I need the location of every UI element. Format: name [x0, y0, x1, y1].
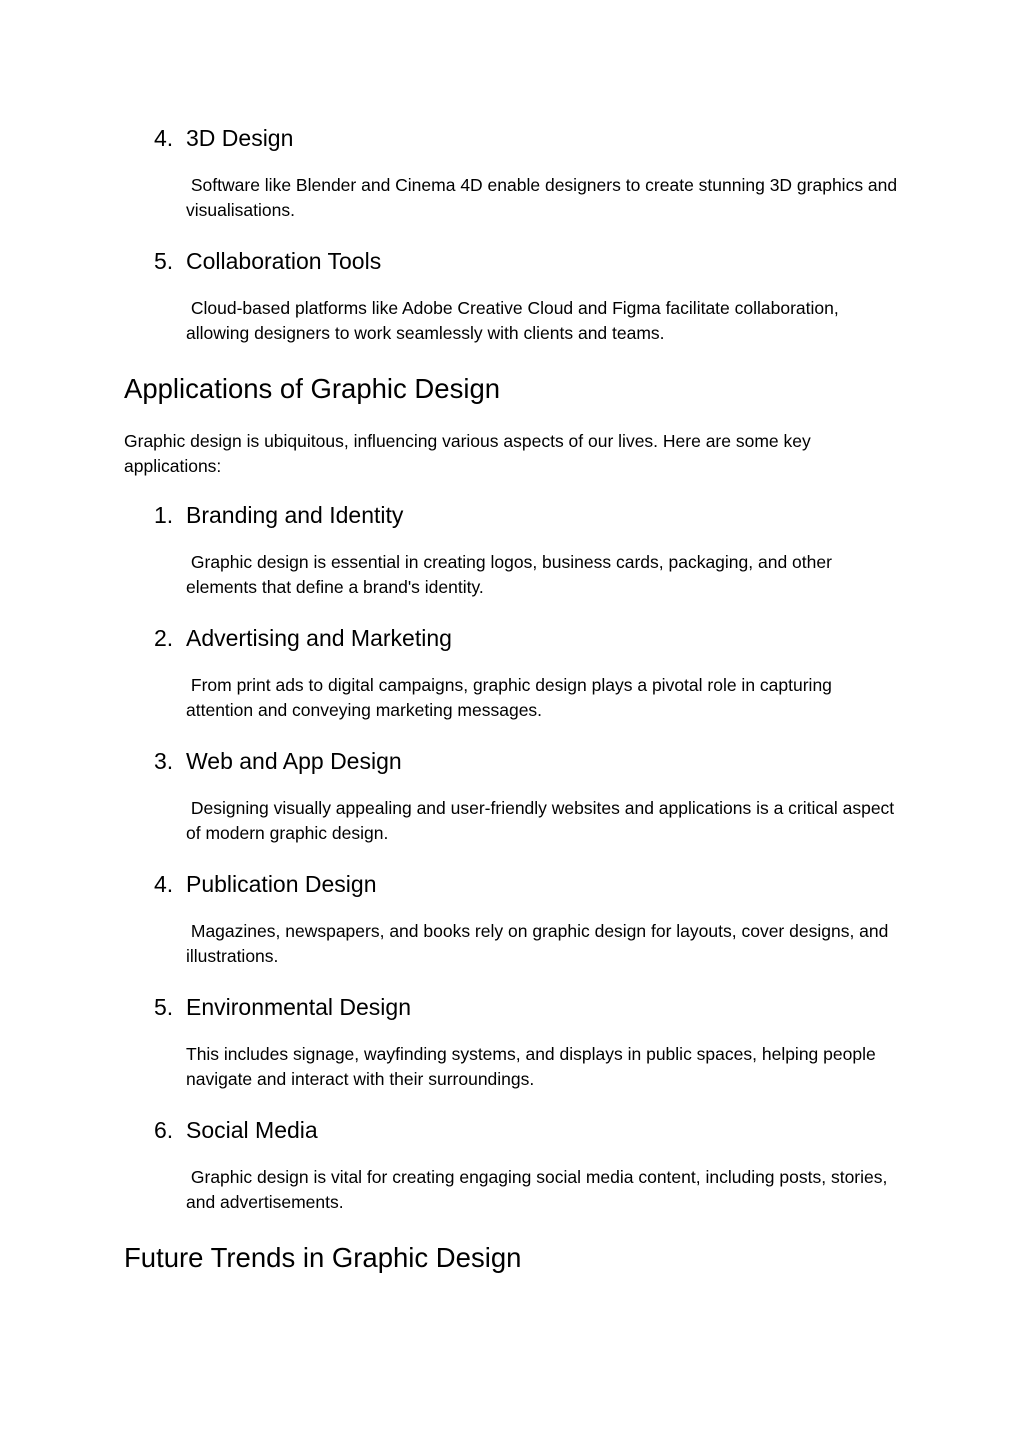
list-item-description: This includes signage, wayfinding systems, and displays in public spaces, helping people navigate and interact with their surroundings.: [186, 1044, 881, 1089]
list-item-number: 3.: [154, 748, 174, 774]
list-item-description: Designing visually appealing and user-friendly websites and applications is a critical aspect of modern graphic design.: [186, 798, 900, 843]
list-item-number: 5.: [154, 248, 174, 274]
list-item-number: 6.: [154, 1117, 174, 1143]
section-heading-future-trends: Future Trends in Graphic Design: [124, 1242, 522, 1273]
applications-intro-paragraph: Graphic design is ubiquitous, influencing various aspects of our lives. Here are some key applications:: [124, 431, 811, 476]
list-item-title: Advertising and Marketing: [186, 625, 452, 651]
list-item-title: Collaboration Tools: [186, 248, 382, 274]
list-item-title: Branding and Identity: [186, 502, 404, 528]
list-item-title: Environmental Design: [186, 994, 412, 1020]
list-item-number: 1.: [154, 502, 174, 528]
list-item-description: From print ads to digital campaigns, graphic design plays a pivotal role in capturing attention and conveying marketing messages.: [186, 675, 837, 720]
list-item-title: Social Media: [186, 1117, 318, 1143]
list-item-number: 4.: [154, 125, 174, 151]
list-item-number: 5.: [154, 994, 174, 1020]
list-item-title: Web and App Design: [186, 748, 402, 774]
list-item-description: Cloud-based platforms like Adobe Creative Cloud and Figma facilitate collaboration, allowing designers to work seamlessly with clients and teams.: [186, 298, 844, 343]
list-item-title: 3D Design: [186, 125, 294, 151]
list-item-description: Magazines, newspapers, and books rely on graphic design for layouts, cover designs, and illustrations.: [186, 921, 894, 966]
section-heading-applications: Applications of Graphic Design: [124, 373, 501, 404]
list-item-description: Software like Blender and Cinema 4D enable designers to create stunning 3D graphics and visualisations.: [186, 175, 903, 220]
list-item-description: Graphic design is vital for creating engaging social media content, including posts, stories, and advertisements.: [186, 1167, 893, 1212]
list-item-number: 4.: [154, 871, 174, 897]
list-item-description: Graphic design is essential in creating logos, business cards, packaging, and other elements that define a brand's identity.: [186, 552, 837, 597]
list-item-number: 2.: [154, 625, 174, 651]
list-item-title: Publication Design: [186, 871, 377, 897]
